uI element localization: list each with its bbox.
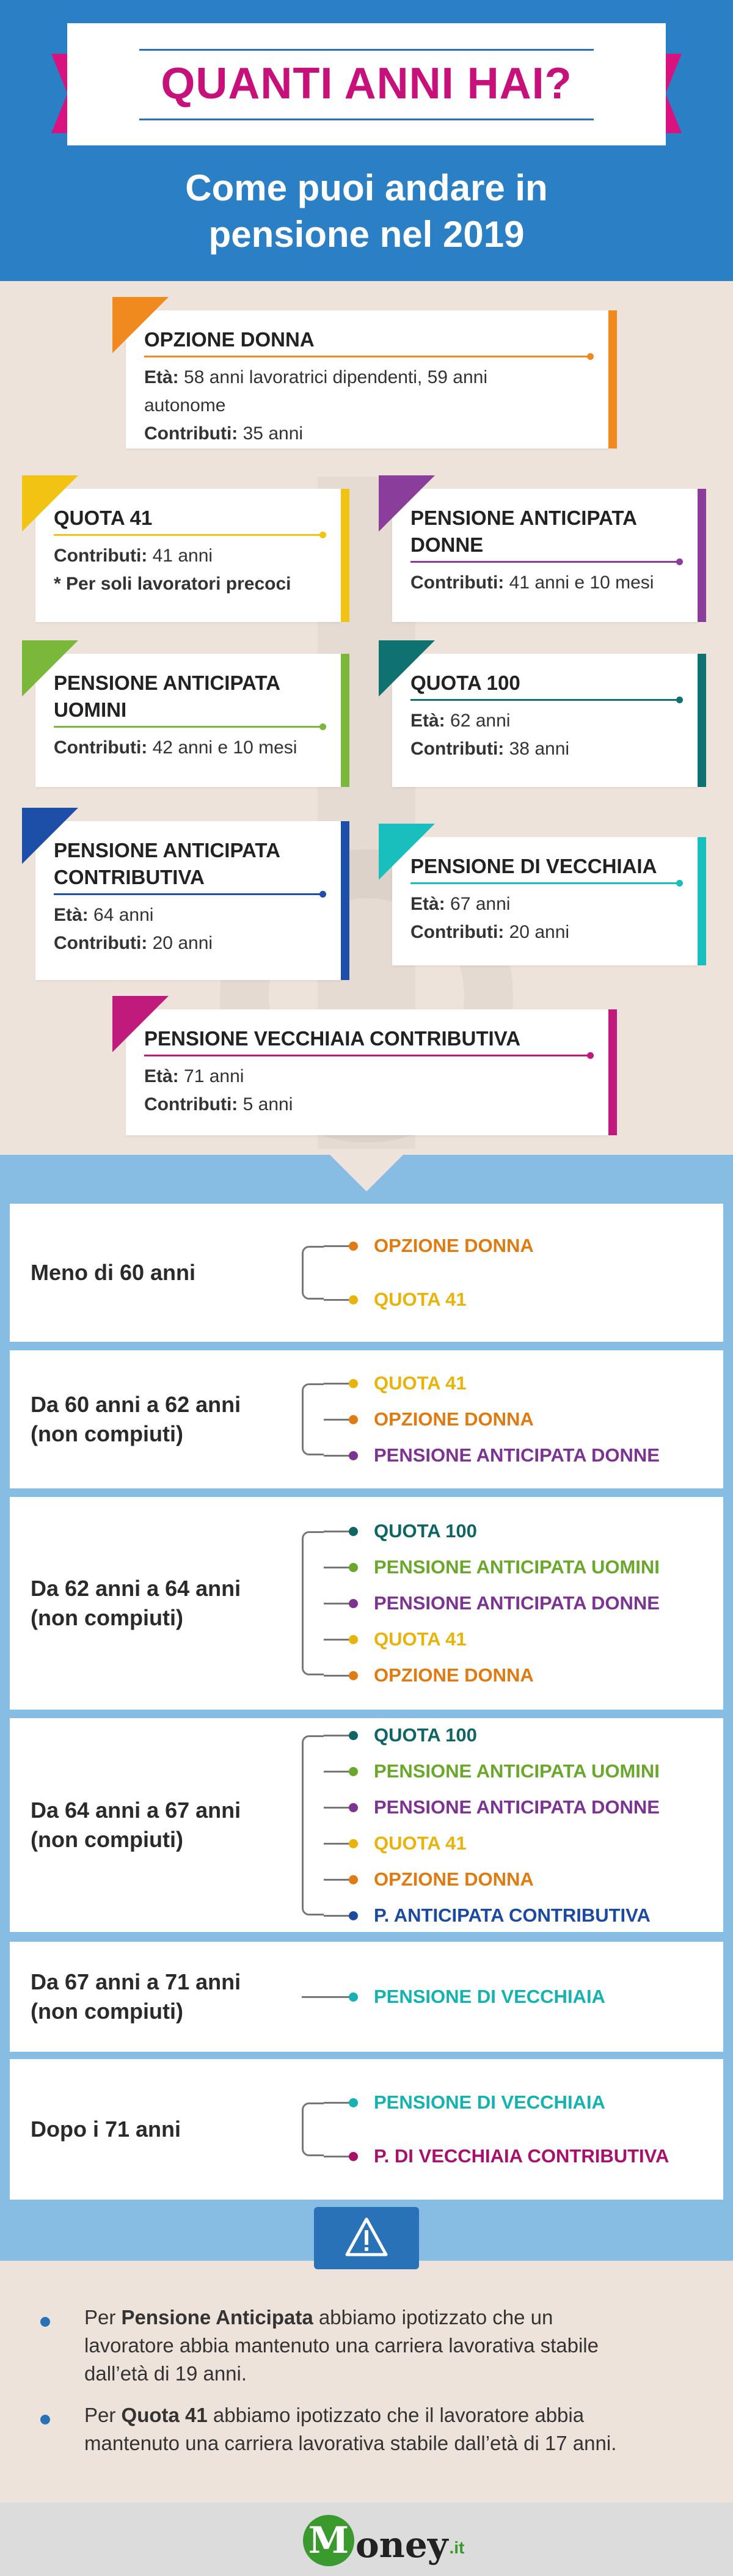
- card-value: 38 anni: [504, 739, 570, 759]
- card-key: Contributi:: [54, 933, 148, 953]
- age-label-line: (non compiuti): [31, 1999, 183, 2024]
- card-value: 71 anni: [178, 1066, 244, 1086]
- age-label-line: (non compiuti): [31, 1827, 183, 1852]
- age-label: [31, 1967, 241, 2026]
- card-bar: [608, 1009, 617, 1135]
- age-row: [10, 1718, 723, 1932]
- logo-mark: M: [303, 2515, 354, 2566]
- option-label: QUOTA 41: [374, 1628, 467, 1650]
- option-dot: [349, 1599, 358, 1608]
- card-value: 58 anni lavoratrici dipendenti, 59 anni: [178, 367, 488, 387]
- card-line: [144, 420, 590, 448]
- card-value: 41 anni: [147, 546, 213, 566]
- option-label: P. DI VECCHIAIA CONTRIBUTIVA: [374, 2145, 669, 2167]
- option-label: OPZIONE DONNA: [374, 1664, 534, 1686]
- age-label-line: Da 60 anni a 62 anni: [31, 1392, 241, 1417]
- warning-box: [314, 2207, 419, 2269]
- pension-option: [324, 1287, 467, 1312]
- card-line: [144, 364, 590, 420]
- age-label: [31, 1390, 241, 1449]
- card-quota-100: [392, 654, 698, 787]
- card-key: Età:: [54, 905, 89, 925]
- card-title: [54, 670, 323, 723]
- age-label: [31, 1796, 241, 1854]
- card-line: [144, 1063, 590, 1091]
- age-label-line: Da 67 anni a 71 anni: [31, 1969, 241, 1994]
- footer: [0, 2503, 733, 2576]
- card-line: [410, 890, 679, 918]
- option-dot: [349, 1379, 358, 1388]
- card-key: Contributi:: [410, 573, 505, 593]
- pension-option: [324, 1591, 660, 1615]
- age-row: [10, 1497, 723, 1710]
- option-label: OPZIONE DONNA: [374, 1235, 534, 1256]
- option-label: QUOTA 41: [374, 1289, 467, 1310]
- option-connector: [324, 1383, 354, 1385]
- note-2: [84, 2401, 671, 2457]
- option-label: PENSIONE DI VECCHIAIA: [374, 2091, 605, 2113]
- card-line: [410, 707, 679, 735]
- option-dot: [349, 1635, 358, 1644]
- card-bar: [341, 489, 349, 622]
- option-dot: [349, 2098, 358, 2107]
- option-label: QUOTA 41: [374, 1832, 467, 1854]
- card-value: 42 anni e 10 mesi: [147, 737, 297, 758]
- card-value: 62 anni: [445, 711, 511, 731]
- money-logo[interactable]: [303, 2514, 464, 2566]
- note-text: mantenuto una carriera lavorativa stabile dall’età di 17 anni.: [84, 2432, 617, 2454]
- age-label-line: (non compiuti): [31, 1421, 183, 1446]
- card-line: [410, 569, 679, 597]
- option-label: QUOTA 100: [374, 1520, 477, 1542]
- note-text: lavoratore abbia mantenuto una carriera lavorativa stabile: [84, 2334, 599, 2357]
- note-text: Per: [84, 2404, 122, 2426]
- card-title-line: PENSIONE ANTICIPATA: [54, 671, 280, 694]
- note-bold: Quota 41: [121, 2404, 208, 2426]
- option-dot: [349, 1767, 358, 1776]
- subtitle-line-2: pensione nel 2019: [208, 214, 525, 255]
- option-label: PENSIONE ANTICIPATA DONNE: [374, 1444, 660, 1466]
- option-dot: [349, 1911, 358, 1920]
- card-key: Contributi:: [410, 739, 505, 759]
- card-title: [410, 505, 679, 558]
- card-note: * Per soli lavoratori precoci: [54, 574, 291, 594]
- card-bar: [698, 654, 706, 787]
- card-title-line: PENSIONE ANTICIPATA: [54, 839, 280, 862]
- age-label: [31, 1258, 195, 1287]
- card-bar: [341, 654, 349, 787]
- header-banner: [0, 0, 733, 281]
- card-anticipata-contributiva: [35, 821, 341, 980]
- option-connector: [324, 1915, 354, 1917]
- card-title-line: PENSIONE ANTICIPATA: [410, 507, 637, 529]
- option-dot: [349, 1671, 358, 1680]
- option-connector: [324, 1419, 354, 1421]
- age-label-line: Dopo i 71 anni: [31, 2117, 181, 2142]
- card-rule: [54, 534, 323, 536]
- card-value: 64 anni: [88, 905, 154, 925]
- option-connector: [324, 1245, 354, 1247]
- option-dot: [349, 1415, 358, 1424]
- pension-option: [324, 1234, 534, 1258]
- pension-option: [302, 1985, 605, 2009]
- card-value: autonome: [144, 395, 226, 415]
- card-value: 20 anni: [147, 933, 213, 953]
- option-label: QUOTA 41: [374, 1372, 467, 1394]
- note-1: [84, 2303, 671, 2388]
- card-bar: [608, 310, 617, 448]
- age-label: [31, 1574, 241, 1633]
- card-key: Contributi:: [410, 922, 505, 942]
- option-dot: [349, 2152, 358, 2161]
- option-dot: [349, 1731, 358, 1740]
- card-key: Contributi:: [54, 737, 148, 758]
- pension-option: [324, 1627, 467, 1652]
- note-bullet: [40, 2317, 50, 2327]
- card-bar: [698, 837, 706, 965]
- option-connector: [324, 1807, 354, 1809]
- card-value: 67 anni: [445, 894, 511, 914]
- option-connector: [324, 1735, 354, 1736]
- card-line: [410, 918, 679, 946]
- option-dot: [349, 1527, 358, 1536]
- card-value: 35 anni: [238, 423, 304, 444]
- option-connector: [324, 1567, 354, 1568]
- pension-option: [324, 1371, 467, 1396]
- card-value: 41 anni e 10 mesi: [504, 573, 654, 593]
- card-quota-41: [35, 489, 341, 622]
- pension-option: [324, 1903, 651, 1928]
- option-connector: [324, 1879, 354, 1881]
- card-title: OPZIONE DONNA: [144, 328, 315, 351]
- card-line: [54, 929, 323, 957]
- pension-option: [324, 1519, 477, 1543]
- card-value: 20 anni: [504, 922, 570, 942]
- card-value: 5 anni: [238, 1094, 293, 1114]
- option-dot: [349, 1295, 358, 1304]
- card-line: [54, 901, 323, 929]
- option-dot: [349, 1451, 358, 1460]
- card-line: [54, 542, 323, 570]
- option-dot: [349, 1803, 358, 1812]
- bracket: [302, 1735, 324, 1916]
- warning-icon: [345, 2216, 388, 2259]
- card-title-line: CONTRIBUTIVA: [54, 866, 205, 888]
- option-dot: [349, 1875, 358, 1884]
- title-rule-bottom: [139, 119, 594, 120]
- option-connector: [324, 2102, 354, 2104]
- bracket: [302, 1246, 324, 1300]
- option-label: PENSIONE ANTICIPATA UOMINI: [374, 1760, 660, 1782]
- card-anticipata-uomini: [35, 654, 341, 787]
- pension-option: [324, 1443, 660, 1468]
- card-title: QUOTA 100: [410, 671, 520, 694]
- bracket: [302, 2102, 324, 2156]
- card-key: Età:: [410, 894, 445, 914]
- pension-option: [324, 2144, 669, 2168]
- card-opzione-donna: [126, 310, 608, 448]
- card-rule: [410, 699, 679, 701]
- bracket: [302, 1531, 324, 1675]
- card-rule: [54, 726, 323, 728]
- card-bar: [341, 821, 349, 980]
- option-connector: [324, 1299, 354, 1301]
- option-connector: [324, 1455, 354, 1457]
- age-row: [10, 1350, 723, 1488]
- card-line: [54, 570, 323, 598]
- age-label-line: (non compiuti): [31, 1605, 183, 1630]
- card-rule: [144, 356, 590, 357]
- note-bullet: [40, 2415, 50, 2424]
- age-label-line: Da 62 anni a 64 anni: [31, 1576, 241, 1601]
- card-title-line: DONNE: [410, 533, 484, 556]
- card-line: [54, 734, 323, 762]
- note-text: Per: [84, 2306, 122, 2329]
- age-label-line: Meno di 60 anni: [31, 1260, 196, 1285]
- card-rule: [54, 893, 323, 895]
- age-label: [31, 2115, 181, 2144]
- logo-word: oney: [356, 2524, 448, 2566]
- pension-option: [324, 1867, 534, 1892]
- option-dot: [349, 1563, 358, 1572]
- card-title: [54, 837, 323, 891]
- option-label: PENSIONE ANTICIPATA DONNE: [374, 1796, 660, 1818]
- card-rule: [410, 561, 679, 563]
- pension-option: [324, 1831, 467, 1856]
- option-connector: [324, 1843, 354, 1845]
- age-row: [10, 2059, 723, 2200]
- option-connector: [324, 2156, 354, 2157]
- pension-option: [324, 1723, 477, 1747]
- pension-option: [324, 2090, 605, 2115]
- age-row: [10, 1942, 723, 2052]
- card-title: PENSIONE VECCHIAIA CONTRIBUTIVA: [144, 1027, 521, 1050]
- card-key: Contributi:: [54, 546, 148, 566]
- option-dot: [349, 1992, 358, 2002]
- option-connector: [324, 1675, 354, 1677]
- title-rule-top: [139, 49, 594, 51]
- note-text: dall’età di 19 anni.: [84, 2362, 247, 2385]
- option-label: OPZIONE DONNA: [374, 1408, 534, 1430]
- note-text: abbiamo ipotizzato che il lavoratore abbia: [207, 2404, 585, 2426]
- card-key: Età:: [410, 711, 445, 731]
- pension-option: [324, 1555, 660, 1579]
- option-connector: [324, 1603, 354, 1605]
- card-rule: [144, 1055, 590, 1056]
- option-label: PENSIONE ANTICIPATA DONNE: [374, 1592, 660, 1614]
- card-vecchiaia: [392, 837, 698, 965]
- card-title: PENSIONE DI VECCHIAIA: [410, 855, 657, 877]
- option-label: QUOTA 100: [374, 1724, 477, 1746]
- bracket: [302, 1383, 324, 1455]
- option-connector: [324, 1639, 354, 1641]
- option-label: PENSIONE ANTICIPATA UOMINI: [374, 1556, 660, 1578]
- option-dot: [349, 1242, 358, 1251]
- pension-option: [324, 1407, 534, 1432]
- option-label: P. ANTICIPATA CONTRIBUTIVA: [374, 1905, 651, 1926]
- logo-tld: .it: [449, 2538, 465, 2557]
- card-title-line: UOMINI: [54, 698, 127, 721]
- option-label: OPZIONE DONNA: [374, 1868, 534, 1890]
- card-line: [144, 1091, 590, 1119]
- card-bar: [698, 489, 706, 622]
- subtitle-line-1: Come puoi andare in: [185, 167, 548, 208]
- card-line: [410, 735, 679, 763]
- option-dot: [349, 1839, 358, 1848]
- card-title: QUOTA 41: [54, 507, 153, 529]
- age-label-line: Da 64 anni a 67 anni: [31, 1798, 241, 1823]
- card-rule: [410, 882, 679, 884]
- page-subtitle: [0, 165, 733, 258]
- card-anticipata-donne: [392, 489, 698, 622]
- card-key: Età:: [144, 367, 179, 387]
- card-key: Età:: [144, 1066, 179, 1086]
- note-text: abbiamo ipotizzato che un: [313, 2306, 553, 2329]
- option-connector: [324, 1531, 354, 1532]
- note-bold: Pensione Anticipata: [121, 2306, 313, 2329]
- pension-option: [324, 1795, 660, 1820]
- card-vecchiaia-contributiva: [126, 1009, 608, 1135]
- option-connector: [302, 1996, 354, 1998]
- card-key: Contributi:: [144, 1094, 238, 1114]
- pension-option: [324, 1663, 534, 1688]
- option-connector: [324, 1771, 354, 1773]
- option-label: PENSIONE DI VECCHIAIA: [374, 1986, 605, 2007]
- pension-option: [324, 1759, 660, 1784]
- page-title: QUANTI ANNI HAI?: [161, 59, 572, 108]
- age-row: [10, 1204, 723, 1342]
- card-key: Contributi:: [144, 423, 238, 444]
